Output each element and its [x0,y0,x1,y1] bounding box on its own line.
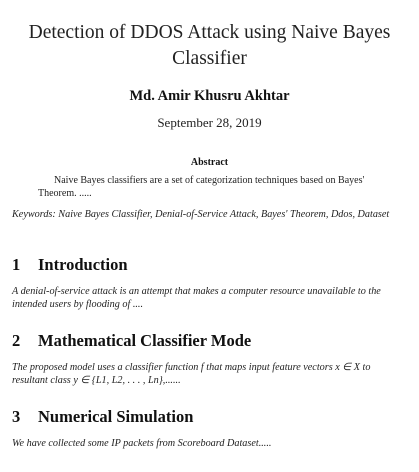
section-title: Introduction [38,255,128,274]
section-body-mathematical-classifier-mode: The proposed model uses a classifier function f that maps input feature vectors x ∈ X to resultant class y ∈ {L1, L2, . . . , Ln},...... [12,362,371,386]
section-number: 3 [12,407,21,426]
abstract-heading: Abstract [190,157,229,168]
section-heading-mathematical-classifier-mode [12,331,251,351]
paper-author: Md. Amir Khusru Akhtar [129,88,290,104]
paper-date: September 28, 2019 [157,115,262,130]
abstract-text: Naive Bayes classifiers are a set of categorization techniques based on Bayes' Theorem. ..... [38,175,365,199]
paper-title: Detection of DDOS Attack using Naive Bayes Classifier [28,22,391,69]
keywords: Keywords: Naive Bayes Classifier, Denial-of-Service Attack, Bayes' Theorem, Ddos, Dataset [12,209,390,220]
section-body-numerical-simulation: We have collected some IP packets from Scoreboard Dataset..... [12,438,272,449]
section-title: Numerical Simulation [38,407,194,426]
section-number: 1 [12,255,21,274]
section-heading-numerical-simulation [12,407,193,427]
section-number: 2 [12,331,21,350]
section-title: Mathematical Classifier Mode [38,331,252,350]
section-body-introduction: A denial-of-service attack is an attempt that makes a computer resource unavailable to the intended users by flooding of .... [12,286,381,310]
section-heading-introduction [12,255,128,275]
